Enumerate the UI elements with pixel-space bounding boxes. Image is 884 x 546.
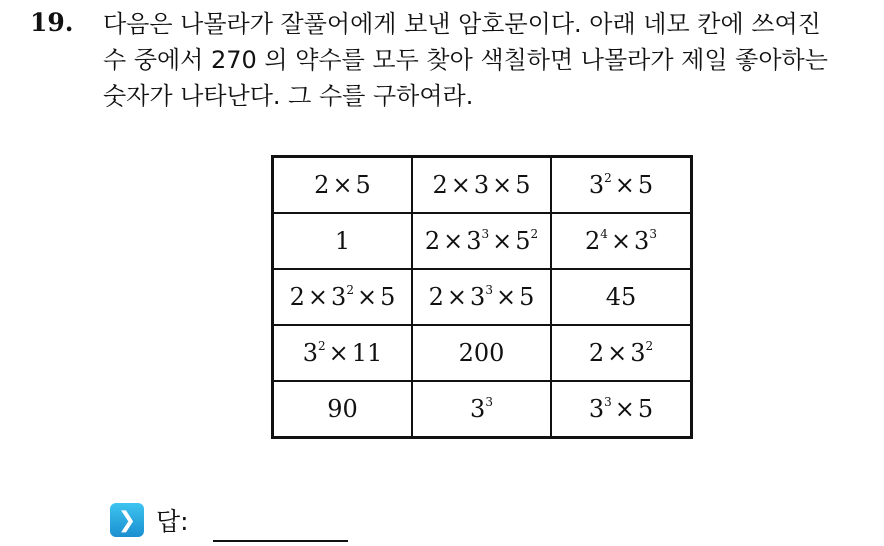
question-line-1: 다음은 나몰라가 잘풀어에게 보낸 암호문이다. 아래 네모 칸에 쓰여진 [103,10,821,38]
number-base: 3 [588,171,605,199]
grid-cell[interactable] [273,269,413,325]
cell-expression [335,227,350,255]
grid-cell[interactable] [412,269,551,325]
grid-cell[interactable] [273,325,413,381]
number-base: 2 [314,171,330,199]
exponent: 3 [481,227,490,241]
times-operator: × [614,395,635,423]
cell-expression [327,395,358,423]
grid-cell[interactable] [551,157,692,214]
times-operator: × [328,339,349,367]
number-base: 3 [630,339,646,367]
times-operator: × [610,227,632,255]
number-base: 90 [327,395,358,423]
number-base: 5 [515,171,531,199]
question-number: 19. [30,8,74,37]
grid-row [273,381,692,438]
times-operator: × [443,227,464,255]
number-base: 5 [515,227,531,255]
number-base: 5 [637,395,654,423]
grid-cell[interactable] [273,381,413,438]
grid-cell[interactable] [551,381,692,438]
times-operator: × [492,171,513,199]
times-operator: × [614,171,635,199]
exponent: 4 [600,227,608,241]
number-base: 5 [519,283,535,311]
number-base: 200 [458,339,505,367]
exponent: 2 [604,171,612,185]
number-base: 5 [380,283,396,311]
grid-row [273,269,692,325]
grid-row [273,157,692,214]
number-base: 3 [331,283,347,311]
exponent: 2 [317,339,326,353]
exponent: 2 [530,227,539,241]
number-base: 2 [424,227,441,255]
number-base: 3 [588,395,605,423]
divisor-grid [271,155,693,439]
number-base: 2 [585,227,601,255]
chevron-right-icon: ❯ [110,503,144,537]
times-operator: × [450,171,471,199]
cell-expression [303,339,383,367]
exponent: 2 [346,283,354,297]
times-operator: × [495,283,517,311]
cell-expression [429,283,535,311]
cell-expression [589,339,653,367]
question-line-3: 숫자가 나타난다. 그 수를 구하여라. [103,82,474,110]
cell-expression [585,227,657,255]
number-base: 45 [605,283,637,311]
number-base: 2 [289,283,305,311]
answer-area [110,502,189,538]
grid-cell[interactable] [412,325,551,381]
exponent: 3 [485,395,493,409]
cell-expression [589,171,653,199]
cell-expression [589,395,653,423]
grid-row [273,213,692,269]
grid-cell[interactable] [412,157,551,214]
times-operator: × [356,283,378,311]
exponent: 2 [645,339,654,353]
question-line-2: 수 중에서 270 의 약수를 모두 찾아 색칠하면 나몰라가 제일 좋아하는 [103,46,828,74]
grid-cell[interactable] [551,325,692,381]
grid-cell[interactable] [273,157,413,214]
times-operator: × [446,283,468,311]
cell-expression [314,171,371,199]
cell-expression [432,171,530,199]
grid-cell[interactable] [551,213,692,269]
cell-expression [470,395,493,423]
number-base: 11 [351,339,383,367]
grid-row [273,325,692,381]
times-operator: × [332,171,353,199]
grid-cell[interactable] [273,213,413,269]
times-operator: × [307,283,329,311]
cell-expression [606,283,637,311]
cell-expression [290,283,396,311]
cell-expression [425,227,538,255]
number-base: 3 [470,395,486,423]
exponent: 3 [604,395,612,409]
answer-label: 답: [156,507,189,536]
exponent: 3 [649,227,657,241]
times-operator: × [492,227,513,255]
times-operator: × [607,339,628,367]
number-base: 5 [355,171,371,199]
cell-expression [459,339,505,367]
number-base: 3 [302,339,318,367]
number-base: 3 [473,171,490,199]
number-base: 3 [470,283,486,311]
number-base: 3 [466,227,482,255]
grid-cell[interactable] [551,269,692,325]
number-base: 2 [432,171,448,199]
question-text [103,6,873,114]
number-base: 2 [588,339,605,367]
answer-blank[interactable] [213,540,348,542]
number-base: 1 [334,227,351,255]
number-base: 2 [428,283,444,311]
number-base: 5 [637,171,654,199]
grid-cell[interactable] [412,381,551,438]
exponent: 3 [485,283,493,297]
grid-cell[interactable] [412,213,551,269]
number-base: 3 [634,227,650,255]
